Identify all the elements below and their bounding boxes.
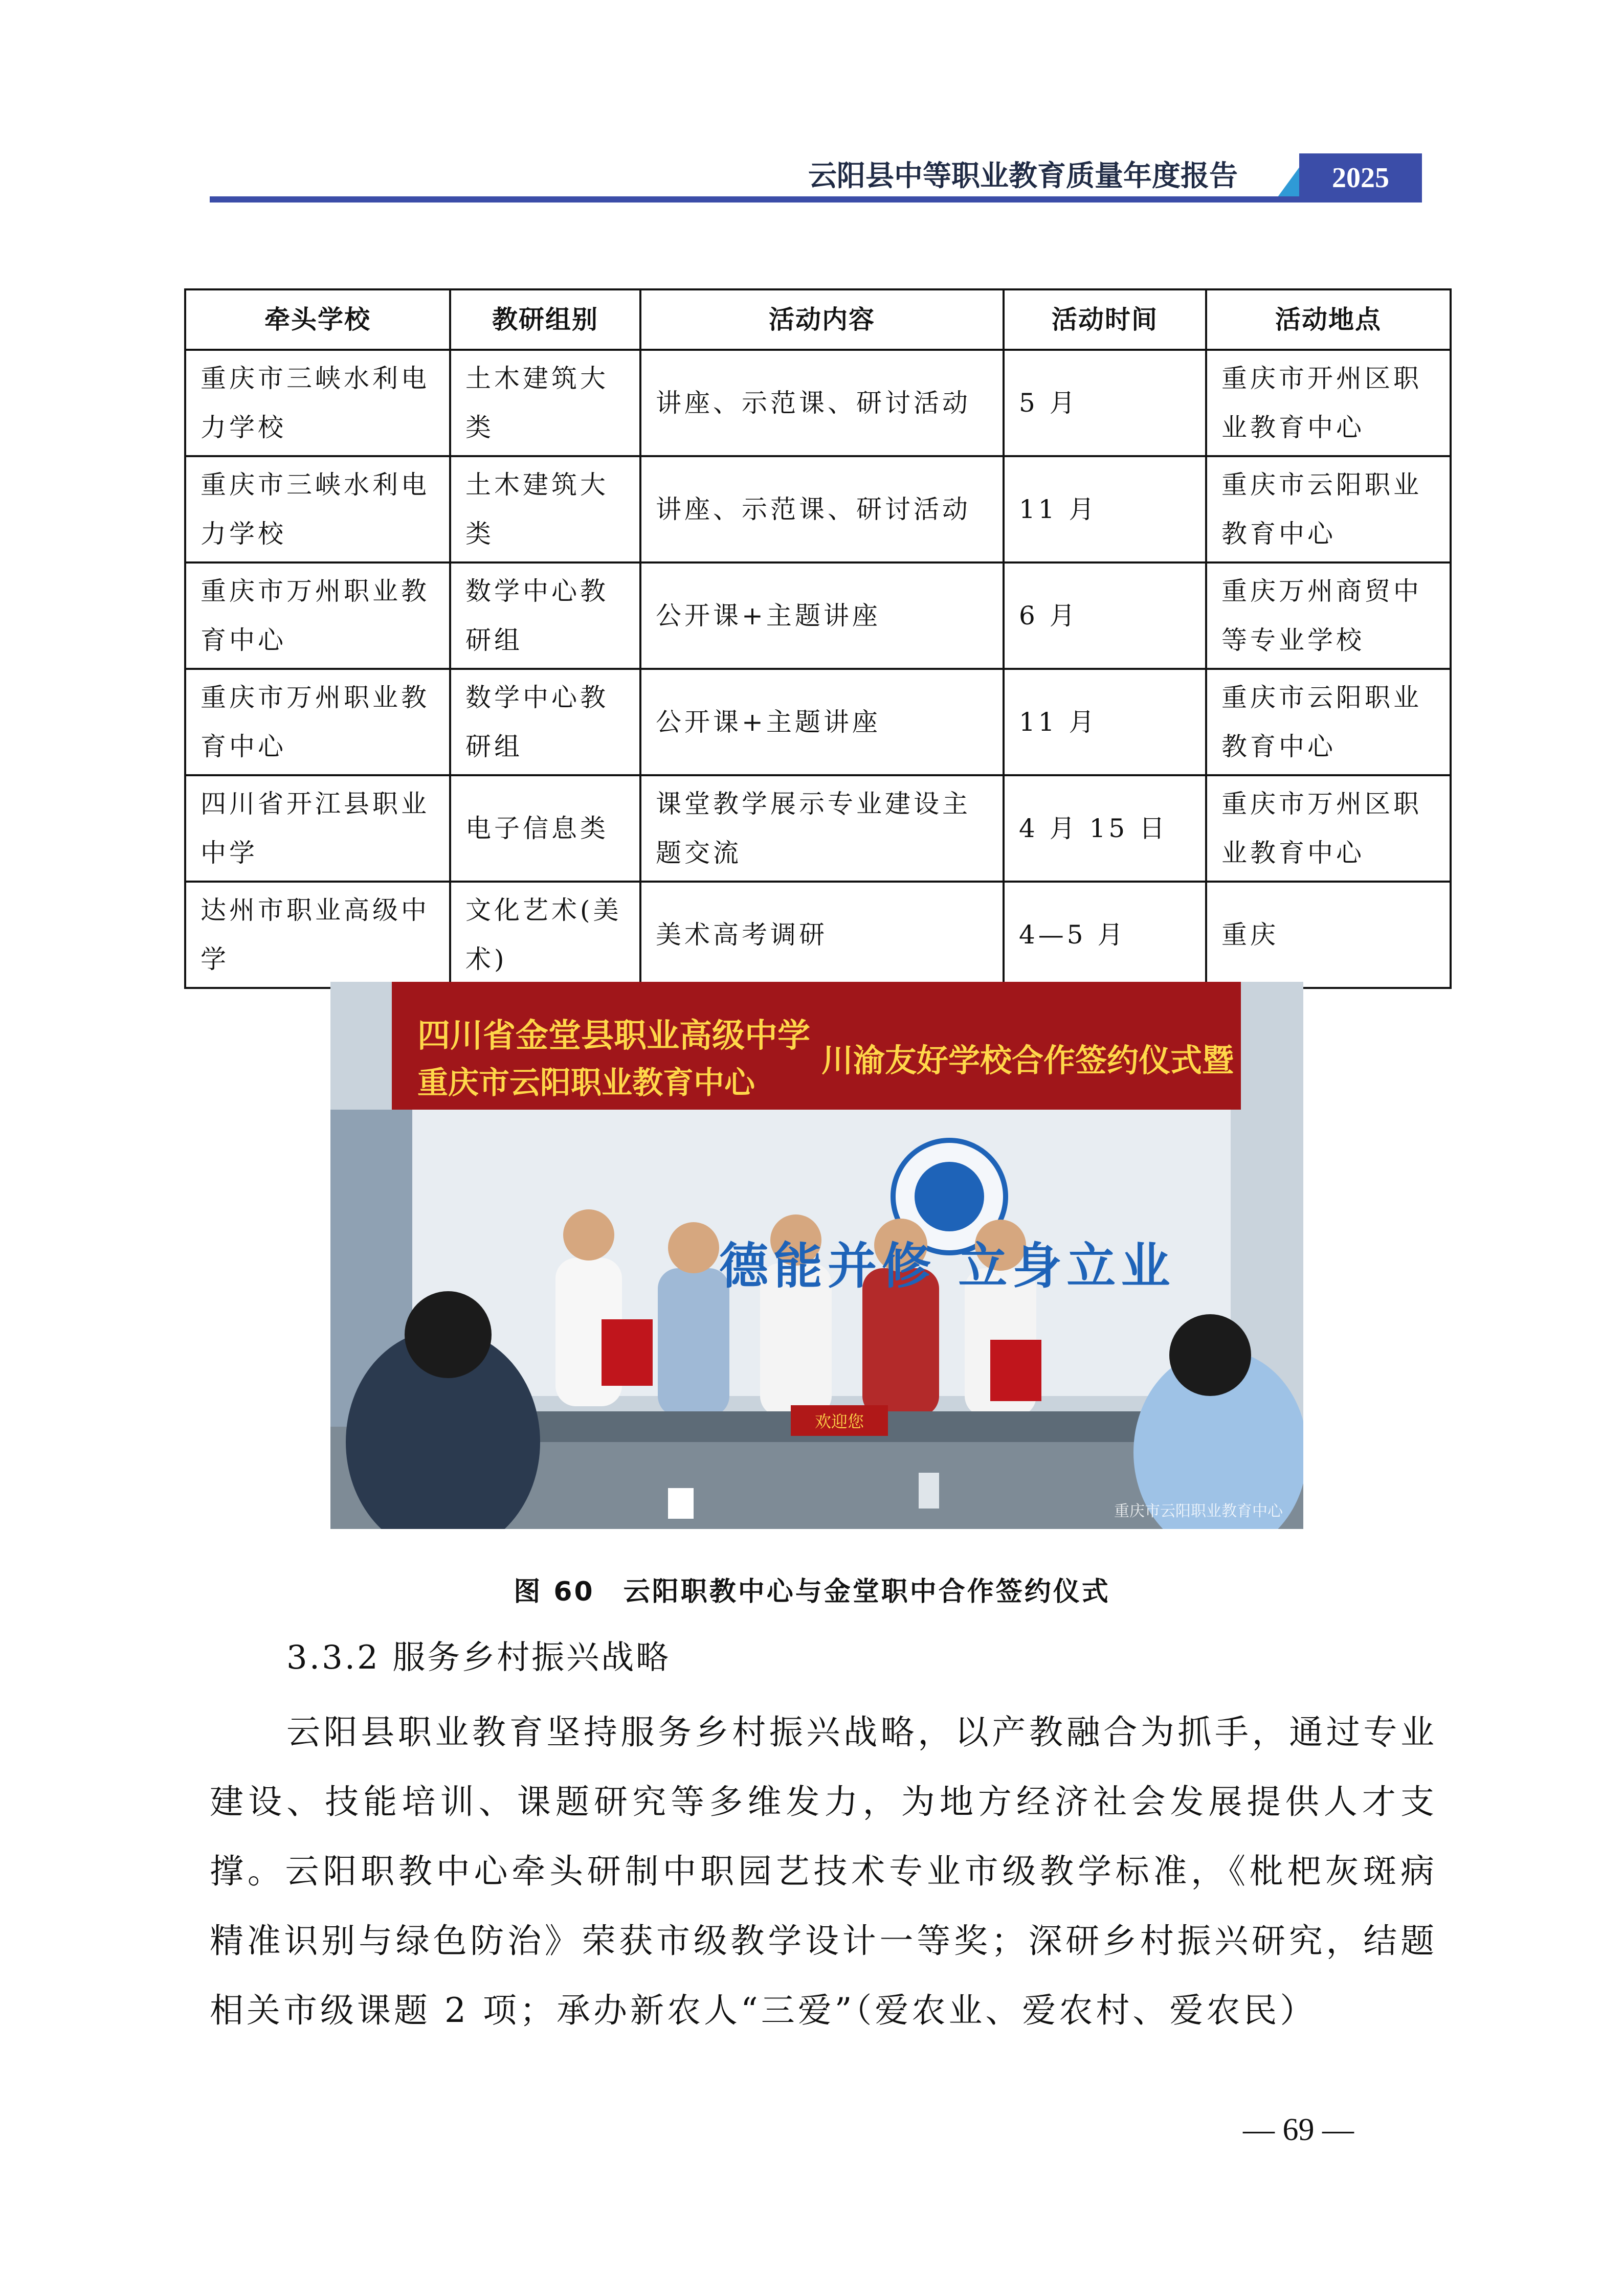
- wall-motto: 德能并修 立身立业: [719, 1237, 1175, 1295]
- table-cell: 重庆市万州职业教育中心: [185, 562, 450, 669]
- table-placard: 欢迎您: [791, 1405, 888, 1436]
- table-cell: 4—5 月: [1004, 882, 1206, 988]
- table-header-row: [185, 289, 1451, 350]
- banner-text: 四川省金堂县职业高级中学: [417, 1017, 810, 1055]
- figure-caption: 图 60 云阳职教中心与金堂职中合作签约仪式: [514, 1577, 1110, 1607]
- table-cell: 重庆万州商贸中等专业学校: [1206, 562, 1451, 669]
- table-row: [185, 350, 1451, 456]
- table-cell: 电子信息类: [450, 775, 640, 882]
- activity-table: [184, 288, 1452, 989]
- table-cell: 4 月 15 日: [1004, 775, 1206, 882]
- table-cell: 文化艺术(美术): [450, 882, 640, 988]
- table-cell: 重庆市万州区职业教育中心: [1206, 775, 1451, 882]
- table-cell: 重庆: [1206, 882, 1451, 988]
- table-cell: 数学中心教研组: [450, 562, 640, 669]
- body-paragraph: 云阳县职业教育坚持服务乡村振兴战略，以产教融合为抓手，通过专业建设、技能培训、课题研究等多维发力，为地方经济社会发展提供人才支撑。云阳职教中心牵头研制中职园艺技术专业市级教学标准，《枇杷灰斑病精准识别与绿色防治》荣获市级教学设计一等奖；深研乡村振兴研究，结题相关市级课题 2 项；承办新农人“三爱”（爱农业、爱农村、爱农民）: [210, 1713, 1437, 2030]
- banner-text: 重庆市云阳职业教育中心: [417, 1065, 755, 1101]
- table-cell: 土木建筑大类: [450, 456, 640, 562]
- table-row: [185, 882, 1451, 988]
- table-cell: 数学中心教研组: [450, 669, 640, 775]
- table-cell: 公开课+主题讲座: [640, 669, 1004, 775]
- signing-ceremony-photo: [330, 982, 1303, 1529]
- column-header: 牵头学校: [185, 289, 450, 350]
- report-year-badge: 2025: [1299, 153, 1422, 202]
- table-cell: 四川省开江县职业中学: [185, 775, 450, 882]
- column-header: 活动内容: [640, 289, 1004, 350]
- table-cell: 11 月: [1004, 669, 1206, 775]
- table-cell: 重庆市云阳职业教育中心: [1206, 456, 1451, 562]
- column-header: 活动地点: [1206, 289, 1451, 350]
- table-cell: 重庆市万州职业教育中心: [185, 669, 450, 775]
- table-cell: 重庆市三峡水利电力学校: [185, 350, 450, 456]
- table-cell: 公开课+主题讲座: [640, 562, 1004, 669]
- banner-text: 川渝友好学校合作签约仪式暨: [821, 1042, 1234, 1079]
- table-row: [185, 456, 1451, 562]
- table-row: [185, 562, 1451, 669]
- section-heading: 3.3.2 服务乡村振兴战略: [286, 1639, 671, 1677]
- table-cell: 美术高考调研: [640, 882, 1004, 988]
- table-cell: 土木建筑大类: [450, 350, 640, 456]
- column-header: 教研组别: [450, 289, 640, 350]
- table-cell: 课堂教学展示专业建设主题交流: [640, 775, 1004, 882]
- photo-watermark: 重庆市云阳职业教育中心: [1114, 1502, 1283, 1520]
- table-cell: 重庆市三峡水利电力学校: [185, 456, 450, 562]
- table-cell: 11 月: [1004, 456, 1206, 562]
- table-cell: 6 月: [1004, 562, 1206, 669]
- table-cell: 达州市职业高级中学: [185, 882, 450, 988]
- table-cell: 重庆市开州区职业教育中心: [1206, 350, 1451, 456]
- table-row: [185, 775, 1451, 882]
- table-cell: 讲座、示范课、研讨活动: [640, 456, 1004, 562]
- table-cell: 重庆市云阳职业教育中心: [1206, 669, 1451, 775]
- column-header: 活动时间: [1004, 289, 1206, 350]
- page-number: — 69 —: [1243, 2112, 1354, 2147]
- table-cell: 讲座、示范课、研讨活动: [640, 350, 1004, 456]
- table-row: [185, 669, 1451, 775]
- header-rule: [210, 196, 1422, 202]
- report-header-title: 云阳县中等职业教育质量年度报告: [808, 159, 1238, 193]
- table-cell: 5 月: [1004, 350, 1206, 456]
